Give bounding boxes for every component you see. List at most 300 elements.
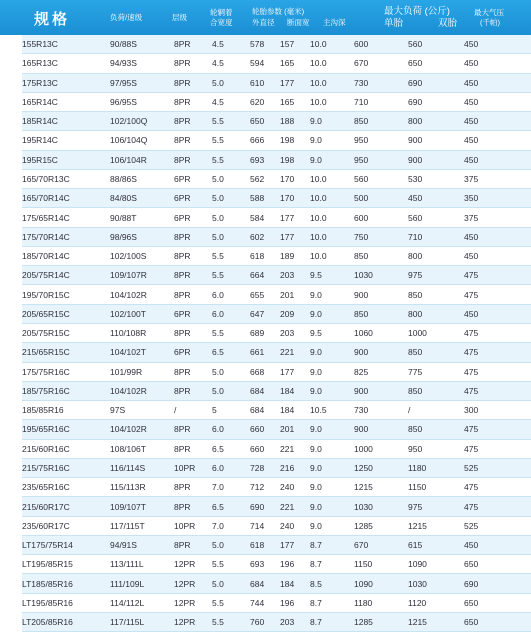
cell-section-width: 165 xyxy=(280,54,310,73)
header-rim-line1: 轮辋着 xyxy=(210,8,233,17)
cell-max-load-single: 710 xyxy=(354,92,408,111)
cell-outer-diameter: 668 xyxy=(250,362,280,381)
cell-max-load-dual: 1215 xyxy=(408,516,464,535)
cell-spec: LT185/85R16 xyxy=(22,574,110,593)
table-row xyxy=(22,189,531,208)
cell-groove-depth: 9.0 xyxy=(310,420,354,439)
cell-max-pressure: 475 xyxy=(464,497,531,516)
cell-max-pressure: 450 xyxy=(464,246,531,265)
cell-max-load-single: 900 xyxy=(354,285,408,304)
cell-ply: 8PR xyxy=(174,285,212,304)
cell-outer-diameter: 650 xyxy=(250,112,280,131)
cell-load-speed: 101/99R xyxy=(110,362,174,381)
cell-max-pressure: 525 xyxy=(464,516,531,535)
cell-rim-width: 6.0 xyxy=(212,458,250,477)
cell-ply: 8PR xyxy=(174,362,212,381)
cell-max-pressure: 690 xyxy=(464,574,531,593)
cell-ply: 8PR xyxy=(174,497,212,516)
table-row xyxy=(22,439,531,458)
cell-max-load-dual: 1000 xyxy=(408,323,464,342)
cell-max-pressure: 450 xyxy=(464,304,531,323)
cell-section-width: 201 xyxy=(280,285,310,304)
cell-ply: 12PR xyxy=(174,593,212,612)
cell-load-speed: 106/104Q xyxy=(110,131,174,150)
cell-max-load-single: 900 xyxy=(354,420,408,439)
table-row xyxy=(22,54,531,73)
cell-spec: 205/65R15C xyxy=(22,304,110,323)
cell-spec: 235/60R17C xyxy=(22,516,110,535)
cell-max-pressure: 450 xyxy=(464,150,531,169)
cell-max-load-single: 825 xyxy=(354,362,408,381)
cell-load-speed: 84/80S xyxy=(110,189,174,208)
cell-outer-diameter: 620 xyxy=(250,92,280,111)
cell-spec: 195/65R16C xyxy=(22,420,110,439)
cell-max-load-single: 900 xyxy=(354,343,408,362)
cell-outer-diameter: 562 xyxy=(250,169,280,188)
table-row xyxy=(22,401,531,420)
cell-ply: 12PR xyxy=(174,555,212,574)
cell-spec: 175R13C xyxy=(22,73,110,92)
cell-max-load-dual: 1120 xyxy=(408,593,464,612)
cell-load-speed: 113/111L xyxy=(110,555,174,574)
cell-max-load-dual: 975 xyxy=(408,497,464,516)
cell-ply: 6PR xyxy=(174,169,212,188)
cell-max-load-single: 560 xyxy=(354,169,408,188)
cell-spec: 165R13C xyxy=(22,54,110,73)
cell-groove-depth: 9.0 xyxy=(310,131,354,150)
cell-spec: 175/75R16C xyxy=(22,362,110,381)
cell-groove-depth: 10.0 xyxy=(310,54,354,73)
cell-max-load-dual: 710 xyxy=(408,227,464,246)
cell-max-pressure: 475 xyxy=(464,439,531,458)
cell-ply: 12PR xyxy=(174,574,212,593)
cell-groove-depth: 10.0 xyxy=(310,169,354,188)
cell-ply: 8PR xyxy=(174,246,212,265)
cell-outer-diameter: 728 xyxy=(250,458,280,477)
cell-max-pressure: 450 xyxy=(464,227,531,246)
cell-load-speed: 117/115L xyxy=(110,612,174,631)
cell-outer-diameter: 594 xyxy=(250,54,280,73)
cell-max-pressure: 450 xyxy=(464,112,531,131)
cell-outer-diameter: 744 xyxy=(250,593,280,612)
cell-outer-diameter: 602 xyxy=(250,227,280,246)
cell-load-speed: 114/112L xyxy=(110,593,174,612)
cell-load-speed: 97S xyxy=(110,401,174,420)
header-section-width: 断面宽 xyxy=(287,18,310,27)
cell-ply: 10PR xyxy=(174,458,212,477)
cell-outer-diameter: 760 xyxy=(250,612,280,631)
cell-spec: 175/65R14C xyxy=(22,208,110,227)
cell-section-width: 157 xyxy=(280,35,310,54)
header-spec: 规格 xyxy=(34,11,71,28)
table-row xyxy=(22,304,531,323)
cell-load-speed: 104/102R xyxy=(110,285,174,304)
cell-load-speed: 116/114S xyxy=(110,458,174,477)
cell-spec: 185R14C xyxy=(22,112,110,131)
cell-ply: / xyxy=(174,401,212,420)
cell-max-load-single: 1285 xyxy=(354,612,408,631)
cell-outer-diameter: 664 xyxy=(250,266,280,285)
cell-ply: 8PR xyxy=(174,535,212,554)
cell-rim-width: 4.5 xyxy=(212,35,250,54)
cell-max-pressure: 450 xyxy=(464,54,531,73)
cell-rim-width: 5.5 xyxy=(212,246,250,265)
cell-max-load-single: 850 xyxy=(354,304,408,323)
cell-groove-depth: 9.0 xyxy=(310,516,354,535)
table-row xyxy=(22,150,531,169)
table-row xyxy=(22,208,531,227)
cell-max-load-single: 670 xyxy=(354,54,408,73)
table-row xyxy=(22,478,531,497)
cell-groove-depth: 10.0 xyxy=(310,208,354,227)
cell-groove-depth: 10.0 xyxy=(310,189,354,208)
cell-load-speed: 108/106T xyxy=(110,439,174,458)
cell-rim-width: 5.0 xyxy=(212,574,250,593)
cell-spec: LT195/85R16 xyxy=(22,593,110,612)
cell-max-load-dual: 1030 xyxy=(408,574,464,593)
cell-max-load-dual: 900 xyxy=(408,150,464,169)
cell-max-load-single: 850 xyxy=(354,112,408,131)
cell-ply: 8PR xyxy=(174,323,212,342)
header-ply: 层级 xyxy=(172,13,187,22)
cell-max-pressure: 475 xyxy=(464,323,531,342)
cell-rim-width: 7.0 xyxy=(212,516,250,535)
cell-max-load-dual: 800 xyxy=(408,304,464,323)
cell-rim-width: 6.0 xyxy=(212,420,250,439)
cell-rim-width: 6.0 xyxy=(212,304,250,323)
table-row xyxy=(22,420,531,439)
cell-max-load-single: 730 xyxy=(354,401,408,420)
cell-outer-diameter: 584 xyxy=(250,208,280,227)
cell-max-pressure: 650 xyxy=(464,555,531,574)
cell-max-load-dual: 1090 xyxy=(408,555,464,574)
cell-rim-width: 5.5 xyxy=(212,323,250,342)
cell-spec: LT205/85R16 xyxy=(22,612,110,631)
cell-max-pressure: 300 xyxy=(464,401,531,420)
cell-outer-diameter: 714 xyxy=(250,516,280,535)
cell-spec: LT195/85R15 xyxy=(22,555,110,574)
cell-section-width: 177 xyxy=(280,73,310,92)
cell-max-load-dual: 850 xyxy=(408,343,464,362)
cell-rim-width: 5.0 xyxy=(212,169,250,188)
cell-max-load-dual: 775 xyxy=(408,362,464,381)
cell-load-speed: 97/95S xyxy=(110,73,174,92)
cell-outer-diameter: 618 xyxy=(250,246,280,265)
header-groove-depth: 主沟深 xyxy=(323,18,346,27)
cell-max-load-single: 1180 xyxy=(354,593,408,612)
cell-groove-depth: 9.0 xyxy=(310,285,354,304)
cell-ply: 8PR xyxy=(174,35,212,54)
cell-max-load-single: 730 xyxy=(354,73,408,92)
cell-max-load-single: 1030 xyxy=(354,497,408,516)
cell-max-load-single: 1030 xyxy=(354,266,408,285)
cell-outer-diameter: 661 xyxy=(250,343,280,362)
table-row xyxy=(22,73,531,92)
cell-spec: 195R15C xyxy=(22,150,110,169)
cell-max-pressure: 350 xyxy=(464,189,531,208)
cell-outer-diameter: 610 xyxy=(250,73,280,92)
cell-section-width: 189 xyxy=(280,246,310,265)
header-single: 单胎 xyxy=(384,18,404,29)
cell-spec: 205/75R14C xyxy=(22,266,110,285)
cell-load-speed: 104/102R xyxy=(110,381,174,400)
cell-max-load-dual: 560 xyxy=(408,208,464,227)
cell-max-load-dual: 1215 xyxy=(408,612,464,631)
cell-max-pressure: 475 xyxy=(464,266,531,285)
cell-max-pressure: 525 xyxy=(464,458,531,477)
cell-groove-depth: 8.7 xyxy=(310,555,354,574)
cell-spec: 195R14C xyxy=(22,131,110,150)
cell-outer-diameter: 578 xyxy=(250,35,280,54)
cell-ply: 6PR xyxy=(174,189,212,208)
cell-rim-width: 6.5 xyxy=(212,343,250,362)
cell-max-pressure: 450 xyxy=(464,92,531,111)
cell-spec: LT175/75R14 xyxy=(22,535,110,554)
cell-max-load-dual: 800 xyxy=(408,246,464,265)
cell-spec: 235/65R16C xyxy=(22,478,110,497)
cell-max-pressure: 475 xyxy=(464,478,531,497)
cell-rim-width: 6.0 xyxy=(212,285,250,304)
table-row xyxy=(22,497,531,516)
cell-groove-depth: 10.0 xyxy=(310,73,354,92)
cell-max-load-dual: 560 xyxy=(408,35,464,54)
spec-table xyxy=(22,35,531,632)
table-row xyxy=(22,516,531,535)
cell-max-pressure: 475 xyxy=(464,381,531,400)
cell-max-pressure: 375 xyxy=(464,169,531,188)
cell-max-load-dual: 800 xyxy=(408,112,464,131)
cell-load-speed: 104/102R xyxy=(110,420,174,439)
cell-section-width: 165 xyxy=(280,92,310,111)
cell-load-speed: 102/100S xyxy=(110,246,174,265)
cell-section-width: 209 xyxy=(280,304,310,323)
cell-outer-diameter: 690 xyxy=(250,497,280,516)
cell-spec: 215/65R15C xyxy=(22,343,110,362)
cell-outer-diameter: 618 xyxy=(250,535,280,554)
cell-rim-width: 5 xyxy=(212,401,250,420)
table-row xyxy=(22,246,531,265)
cell-section-width: 170 xyxy=(280,169,310,188)
cell-ply: 8PR xyxy=(174,112,212,131)
cell-section-width: 184 xyxy=(280,574,310,593)
cell-ply: 8PR xyxy=(174,227,212,246)
cell-ply: 6PR xyxy=(174,343,212,362)
cell-load-speed: 109/107R xyxy=(110,266,174,285)
cell-outer-diameter: 684 xyxy=(250,381,280,400)
cell-rim-width: 5.5 xyxy=(212,555,250,574)
cell-load-speed: 115/113R xyxy=(110,478,174,497)
cell-max-load-single: 600 xyxy=(354,208,408,227)
cell-max-load-dual: 975 xyxy=(408,266,464,285)
cell-max-pressure: 450 xyxy=(464,35,531,54)
cell-max-load-single: 670 xyxy=(354,535,408,554)
cell-groove-depth: 9.0 xyxy=(310,458,354,477)
table-row xyxy=(22,593,531,612)
cell-ply: 8PR xyxy=(174,131,212,150)
cell-rim-width: 5.5 xyxy=(212,266,250,285)
cell-spec: 175/70R14C xyxy=(22,227,110,246)
cell-spec: 165R14C xyxy=(22,92,110,111)
cell-groove-depth: 9.5 xyxy=(310,266,354,285)
header-rim-line2: 合宽度 xyxy=(210,18,233,27)
cell-load-speed: 106/104R xyxy=(110,150,174,169)
cell-rim-width: 6.5 xyxy=(212,439,250,458)
cell-load-speed: 94/93S xyxy=(110,54,174,73)
cell-groove-depth: 8.5 xyxy=(310,574,354,593)
table-row xyxy=(22,381,531,400)
cell-max-load-dual: 650 xyxy=(408,54,464,73)
header-dual: 双胎 xyxy=(438,18,458,29)
table-row xyxy=(22,92,531,111)
cell-ply: 12PR xyxy=(174,612,212,631)
table-row xyxy=(22,574,531,593)
cell-section-width: 177 xyxy=(280,227,310,246)
cell-groove-depth: 9.0 xyxy=(310,304,354,323)
cell-groove-depth: 9.0 xyxy=(310,343,354,362)
cell-rim-width: 5.0 xyxy=(212,362,250,381)
cell-rim-width: 5.0 xyxy=(212,208,250,227)
cell-groove-depth: 9.0 xyxy=(310,478,354,497)
cell-outer-diameter: 655 xyxy=(250,285,280,304)
table-row xyxy=(22,535,531,554)
cell-rim-width: 6.5 xyxy=(212,497,250,516)
cell-section-width: 221 xyxy=(280,497,310,516)
table-row xyxy=(22,131,531,150)
header-max-load: 最大负荷 (公斤) xyxy=(384,6,450,17)
cell-section-width: 201 xyxy=(280,420,310,439)
cell-rim-width: 5.0 xyxy=(212,227,250,246)
cell-max-load-single: 1060 xyxy=(354,323,408,342)
table-header xyxy=(0,0,531,35)
cell-max-load-dual: 615 xyxy=(408,535,464,554)
cell-groove-depth: 10.0 xyxy=(310,246,354,265)
cell-section-width: 177 xyxy=(280,535,310,554)
cell-max-pressure: 475 xyxy=(464,285,531,304)
cell-section-width: 240 xyxy=(280,478,310,497)
header-max-pressure-line2: (千帕) xyxy=(480,18,500,27)
header-max-pressure-line1: 最大气压 xyxy=(474,8,504,17)
cell-rim-width: 5.0 xyxy=(212,381,250,400)
cell-groove-depth: 9.0 xyxy=(310,112,354,131)
cell-groove-depth: 10.5 xyxy=(310,401,354,420)
cell-max-load-dual: 530 xyxy=(408,169,464,188)
cell-max-load-single: 950 xyxy=(354,150,408,169)
cell-load-speed: 94/91S xyxy=(110,535,174,554)
cell-max-pressure: 375 xyxy=(464,208,531,227)
cell-ply: 8PR xyxy=(174,266,212,285)
cell-max-pressure: 475 xyxy=(464,420,531,439)
cell-max-pressure: 475 xyxy=(464,343,531,362)
cell-outer-diameter: 693 xyxy=(250,555,280,574)
cell-load-speed: 111/109L xyxy=(110,574,174,593)
cell-outer-diameter: 666 xyxy=(250,131,280,150)
header-tire-params: 轮胎参数 (毫米) xyxy=(252,7,305,16)
cell-groove-depth: 10.0 xyxy=(310,35,354,54)
cell-outer-diameter: 660 xyxy=(250,420,280,439)
cell-groove-depth: 8.7 xyxy=(310,593,354,612)
cell-max-load-dual: 900 xyxy=(408,131,464,150)
cell-groove-depth: 9.0 xyxy=(310,439,354,458)
cell-section-width: 221 xyxy=(280,439,310,458)
cell-section-width: 170 xyxy=(280,189,310,208)
cell-section-width: 184 xyxy=(280,401,310,420)
cell-load-speed: 96/95S xyxy=(110,92,174,111)
cell-outer-diameter: 660 xyxy=(250,439,280,458)
cell-spec: 215/75R16C xyxy=(22,458,110,477)
cell-section-width: 203 xyxy=(280,266,310,285)
cell-load-speed: 110/108R xyxy=(110,323,174,342)
cell-section-width: 177 xyxy=(280,208,310,227)
header-outer-diameter: 外直径 xyxy=(252,18,275,27)
cell-load-speed: 88/86S xyxy=(110,169,174,188)
cell-max-load-single: 950 xyxy=(354,131,408,150)
cell-rim-width: 5.0 xyxy=(212,535,250,554)
table-row xyxy=(22,343,531,362)
cell-outer-diameter: 588 xyxy=(250,189,280,208)
cell-spec: 195/70R15C xyxy=(22,285,110,304)
cell-groove-depth: 9.0 xyxy=(310,150,354,169)
table-row xyxy=(22,612,531,631)
table-row xyxy=(22,227,531,246)
cell-section-width: 240 xyxy=(280,516,310,535)
cell-outer-diameter: 684 xyxy=(250,401,280,420)
cell-spec: 165/70R13C xyxy=(22,169,110,188)
cell-load-speed: 117/115T xyxy=(110,516,174,535)
cell-groove-depth: 8.7 xyxy=(310,612,354,631)
cell-max-load-dual: 1180 xyxy=(408,458,464,477)
cell-max-pressure: 450 xyxy=(464,535,531,554)
cell-groove-depth: 10.0 xyxy=(310,92,354,111)
cell-max-load-single: 750 xyxy=(354,227,408,246)
cell-rim-width: 5.5 xyxy=(212,150,250,169)
cell-max-load-single: 1285 xyxy=(354,516,408,535)
cell-max-load-single: 850 xyxy=(354,246,408,265)
cell-groove-depth: 10.0 xyxy=(310,227,354,246)
cell-rim-width: 5.0 xyxy=(212,189,250,208)
cell-max-load-dual: 850 xyxy=(408,420,464,439)
cell-ply: 8PR xyxy=(174,92,212,111)
table-row xyxy=(22,555,531,574)
cell-max-load-single: 900 xyxy=(354,381,408,400)
cell-max-load-dual: 950 xyxy=(408,439,464,458)
cell-ply: 6PR xyxy=(174,208,212,227)
cell-max-load-dual: / xyxy=(408,401,464,420)
cell-groove-depth: 9.0 xyxy=(310,362,354,381)
cell-max-load-single: 500 xyxy=(354,189,408,208)
cell-section-width: 198 xyxy=(280,131,310,150)
cell-ply: 8PR xyxy=(174,478,212,497)
cell-max-load-single: 1150 xyxy=(354,555,408,574)
cell-load-speed: 98/96S xyxy=(110,227,174,246)
cell-load-speed: 90/88S xyxy=(110,35,174,54)
cell-ply: 6PR xyxy=(174,304,212,323)
cell-spec: 165/70R14C xyxy=(22,189,110,208)
cell-section-width: 203 xyxy=(280,612,310,631)
cell-spec: 185/70R14C xyxy=(22,246,110,265)
cell-max-pressure: 450 xyxy=(464,73,531,92)
header-load-speed: 负荷/速级 xyxy=(110,13,143,22)
cell-rim-width: 5.5 xyxy=(212,612,250,631)
cell-load-speed: 90/88T xyxy=(110,208,174,227)
cell-ply: 10PR xyxy=(174,516,212,535)
cell-spec: 205/75R15C xyxy=(22,323,110,342)
cell-max-load-dual: 690 xyxy=(408,92,464,111)
cell-groove-depth: 9.0 xyxy=(310,381,354,400)
cell-max-load-single: 1215 xyxy=(354,478,408,497)
cell-rim-width: 5.5 xyxy=(212,131,250,150)
cell-max-pressure: 475 xyxy=(464,362,531,381)
cell-section-width: 221 xyxy=(280,343,310,362)
